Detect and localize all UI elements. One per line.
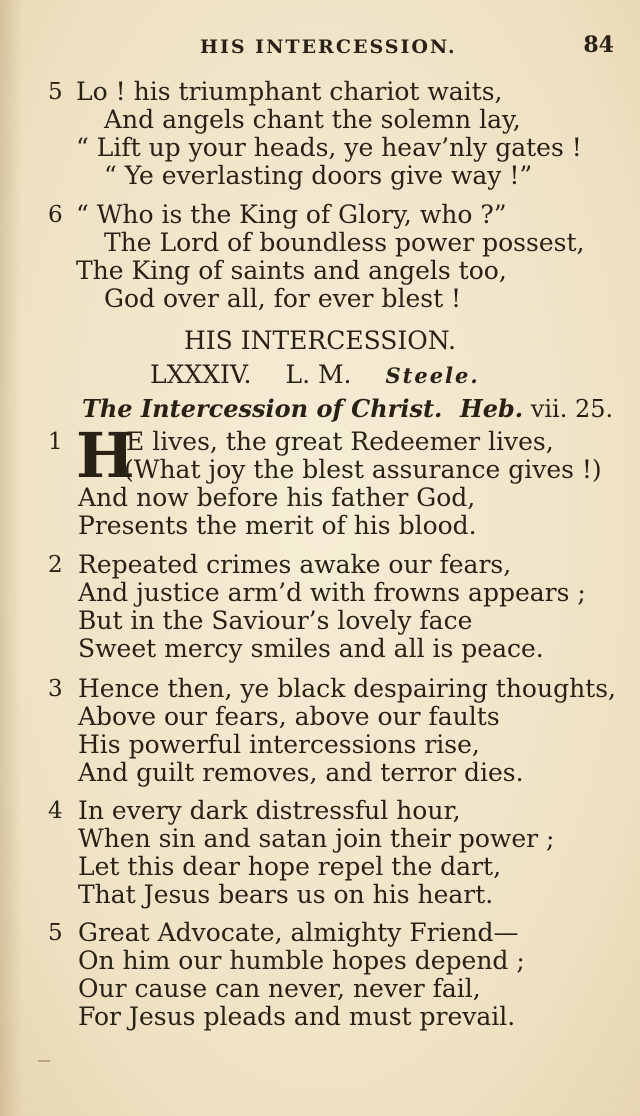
stanza-number: 1 — [48, 429, 63, 455]
hymn-title: HIS INTERCESSION. — [183, 326, 457, 355]
page-header — [0, 32, 640, 62]
verse-line: Sweet mercy smiles and all is peace. — [78, 634, 544, 663]
scripture-book: Heb. — [460, 394, 524, 423]
subtitle-text: The Intercession of Christ. — [82, 394, 443, 423]
binding-shadow — [0, 0, 22, 1116]
verse-line: (What joy the blest assurance gives !) — [124, 455, 602, 484]
stanza-number: 3 — [48, 676, 63, 702]
stanza-number: 4 — [48, 798, 63, 824]
scripture-chapter: vii. 25. — [530, 395, 614, 423]
verse-line: Great Advocate, almighty Friend— — [78, 918, 519, 947]
hymn-meta — [150, 360, 506, 389]
verse-line: On him our humble hopes depend ; — [78, 946, 525, 975]
hymn-author: Steele. — [385, 363, 480, 388]
verse-line: When sin and satan join their power ; — [78, 824, 555, 853]
verse-line: Lo ! his triumphant chariot waits, — [76, 77, 503, 106]
verse-line: “ Lift up your heads, ye heav’nly gates ! — [76, 133, 582, 162]
verse-line: “ Who is the King of Glory, who ?” — [76, 200, 507, 229]
hymn-subtitle — [82, 394, 613, 423]
stanza-number: 2 — [48, 552, 63, 578]
verse-line: And justice arm’d with frowns appears ; — [78, 578, 586, 607]
verse-line: Hence then, ye black despairing thoughts, — [78, 674, 617, 703]
verse-line: That Jesus bears us on his heart. — [78, 880, 494, 909]
stanza-number: 5 — [48, 920, 63, 946]
verse-line: “ Ye everlasting doors give way !” — [104, 161, 533, 190]
drop-cap: H — [76, 419, 135, 492]
verse-line: His powerful intercessions rise, — [78, 730, 480, 759]
verse-line: Repeated crimes awake our fears, — [78, 550, 512, 579]
verse-line: And angels chant the solemn lay, — [104, 105, 521, 134]
verse-line: Our cause can never, never fail, — [78, 974, 481, 1003]
hymn-meter: L. M. — [285, 360, 352, 389]
verse-line: And now before his father God, — [78, 483, 476, 512]
verse-line: The King of saints and angels too, — [76, 256, 507, 285]
verse-line: E lives, the great Redeemer lives, — [126, 427, 554, 456]
verse-line: For Jesus pleads and must prevail. — [78, 1002, 516, 1031]
verse-line: Let this dear hope repel the dart, — [78, 852, 502, 881]
running-head: HIS INTERCESSION. — [200, 36, 457, 58]
verse-line: And guilt removes, and terror dies. — [78, 758, 524, 787]
verse-line: God over all, for ever blest ! — [104, 284, 462, 313]
stanza-number: 5 — [48, 79, 63, 105]
verse-line: Presents the merit of his blood. — [78, 511, 477, 540]
verse-line: But in the Saviour’s lovely face — [78, 606, 473, 635]
page-number: 84 — [583, 32, 614, 58]
stanza-number: 6 — [48, 202, 63, 228]
page-mark — [38, 1060, 50, 1062]
verse-line: The Lord of boundless power possest, — [104, 228, 585, 257]
hymn-number: LXXXIV. — [150, 360, 252, 389]
verse-line: Above our fears, above our faults — [78, 702, 500, 731]
verse-line: In every dark distressful hour, — [78, 796, 461, 825]
